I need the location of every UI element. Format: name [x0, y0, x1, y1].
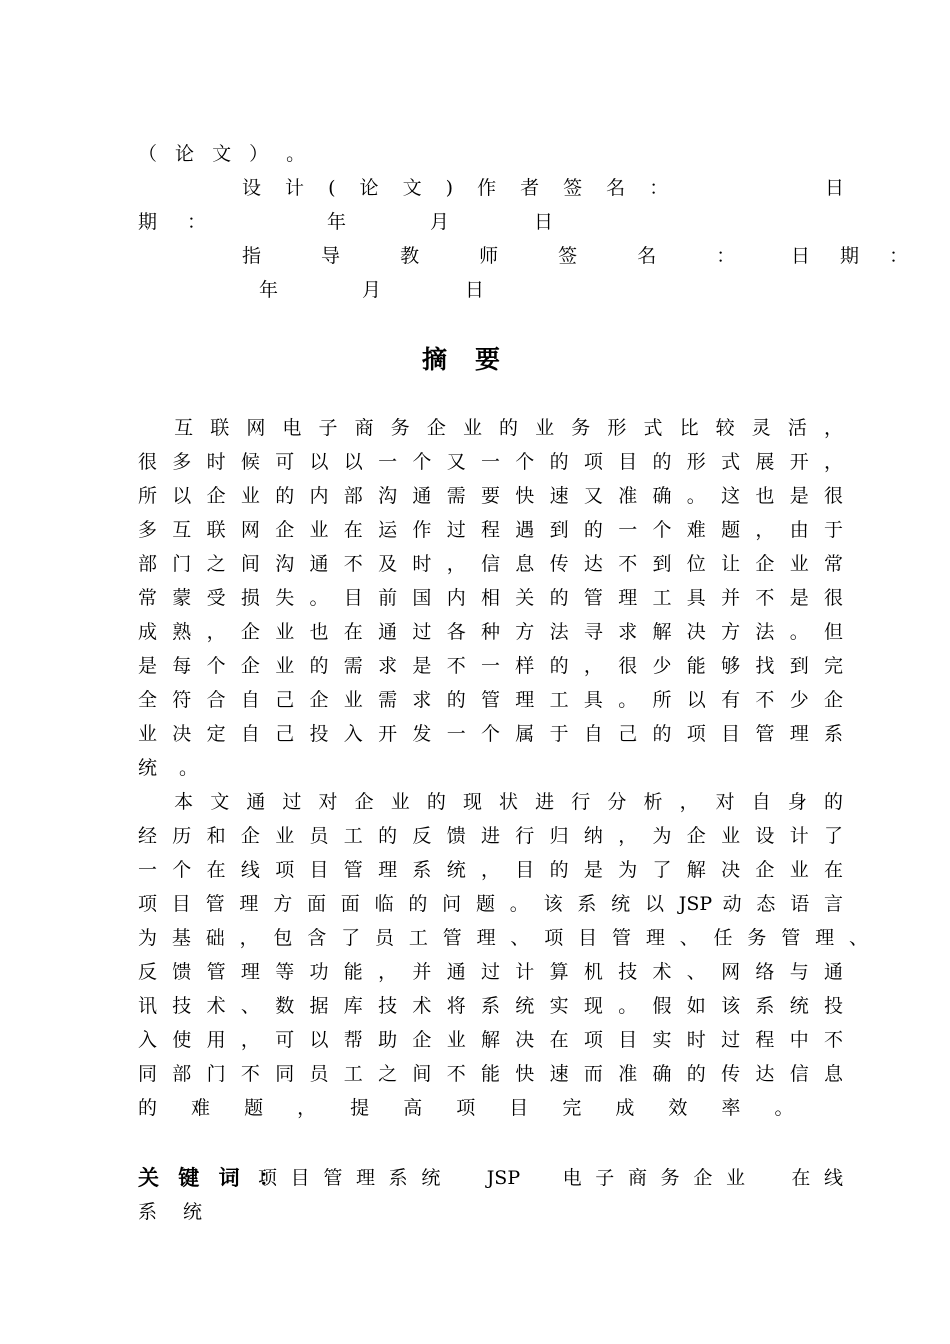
advisor-date-label: 日 期 ：: [791, 245, 921, 267]
abstract-line: 同 部 门 不 同 员 工 之 间 不 能 快 速 而 准 确 的 传 达 信 息: [138, 1063, 843, 1085]
abstract-line: 是 每 个 企 业 的 需 求 是 不 一 样 的 ， 很 少 能 够 找 到 完: [138, 655, 843, 677]
keywords-line-cont: 系 统: [138, 1201, 213, 1223]
abstract-line: 入 使 用 ， 可 以 帮 助 企 业 解 决 在 项 目 实 时 过 程 中 不: [138, 1029, 843, 1051]
abstract-line: 业 决 定 自 己 投 入 开 发 一 个 属 于 自 己 的 项 目 管 理 系: [138, 723, 843, 745]
abstract-line: 统 。: [138, 757, 207, 779]
abstract-line: 反 馈 管 理 等 功 能 ， 并 通 过 计 算 机 技 术 、 网 络 与 通: [138, 961, 843, 983]
keywords-line: [138, 1163, 843, 1193]
advisor-year-label: 年: [259, 279, 279, 301]
advisor-day-label: 日: [465, 279, 485, 301]
abstract-line: 很 多 时 候 可 以 以 一 个 又 一 个 的 项 目 的 形 式 展 开 ，: [138, 451, 843, 473]
author-signature-line: [138, 173, 843, 203]
author-date-line: [138, 207, 843, 237]
abstract-line: 互 联 网 电 子 商 务 企 业 的 业 务 形 式 比 较 灵 活 ，: [138, 417, 843, 439]
abstract-line: 项 目 管 理 方 面 面 临 的 问 题 。 该 系 统 以 JSP 动 态 语 言: [138, 893, 843, 915]
advisor-signature-line: [138, 241, 921, 271]
author-date-label: 日: [825, 177, 845, 199]
abstract-line: 所 以 企 业 的 内 部 沟 通 需 要 快 速 又 准 确 。 这 也 是 很: [138, 485, 843, 507]
abstract-line: 多 互 联 网 企 业 在 运 作 过 程 遇 到 的 一 个 难 题 ， 由 于: [138, 519, 843, 541]
abstract-line: 常 蒙 受 损 失 。 目 前 国 内 相 关 的 管 理 工 具 并 不 是 很: [138, 587, 843, 609]
abstract-line: 讯 技 术 、 数 据 库 技 术 将 系 统 实 现 。 假 如 该 系 统 投: [138, 995, 843, 1017]
abstract-title: 摘要: [421, 345, 528, 374]
keywords-values: 项 目 管 理 系 统 JSP 电 子 商 务 企 业 在 线: [258, 1167, 843, 1189]
author-day-label: 日: [534, 211, 554, 233]
author-date-label-cont: 期 ：: [138, 211, 219, 233]
abstract-line: 成 熟 ， 企 业 也 在 通 过 各 种 方 法 寻 求 解 决 方 法 。 但: [138, 621, 843, 643]
abstract-line: 的 难 题 ， 提 高 项 目 完 成 效 率 。: [138, 1097, 808, 1119]
abstract-line: 部 门 之 间 沟 通 不 及 时 ， 信 息 传 达 不 到 位 让 企 业 常: [138, 553, 843, 575]
abstract-line: 经 历 和 企 业 员 工 的 反 馈 进 行 归 纳 ， 为 企 业 设 计 了: [138, 825, 843, 847]
abstract-line: 一 个 在 线 项 目 管 理 系 统 ， 目 的 是 为 了 解 决 企 业 在: [138, 859, 843, 881]
advisor-month-label: 月: [362, 279, 382, 301]
author-year-label: 年: [327, 211, 347, 233]
keywords-label: 关 键 词 ：: [138, 1165, 286, 1190]
abstract-line: 为 基 础 ， 包 含 了 员 工 管 理 、 项 目 管 理 、 任 务 管 理 、: [138, 927, 868, 949]
author-signature-label: 设 计 ( 论 文 ) 作 者 签 名 ：: [242, 177, 678, 199]
author-month-label: 月: [430, 211, 450, 233]
advisor-signature-label: 指 导 教 师 签 名 ：: [242, 245, 763, 267]
declaration-line: （ 论 文 ） 。: [138, 143, 312, 165]
abstract-line: 全 符 合 自 己 企 业 需 求 的 管 理 工 具 。 所 以 有 不 少 企: [138, 689, 843, 711]
abstract-line: 本 文 通 过 对 企 业 的 现 状 进 行 分 析 ， 对 自 身 的: [138, 791, 843, 813]
advisor-date-line: [138, 275, 843, 305]
